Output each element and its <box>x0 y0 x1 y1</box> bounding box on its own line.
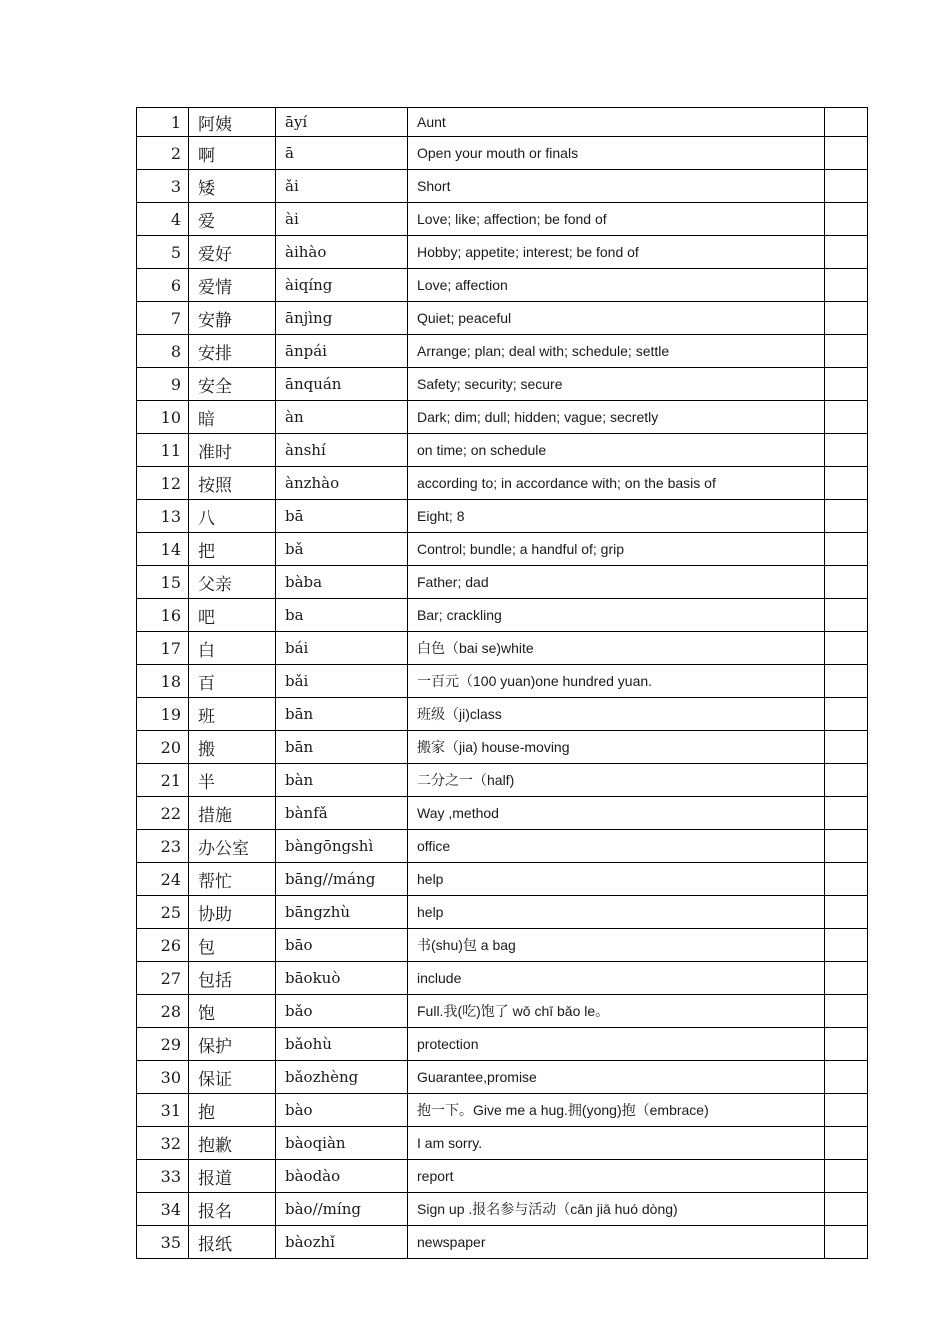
pinyin-cell: bǎi <box>276 665 408 698</box>
pinyin-cell: bān <box>276 731 408 764</box>
pinyin-cell: ànshí <box>276 434 408 467</box>
hanzi-cell: 吧 <box>189 599 276 632</box>
meaning-cell: on time; on schedule <box>408 434 825 467</box>
row-number-cell: 1 <box>137 108 189 137</box>
meaning-cell: Guarantee,promise <box>408 1061 825 1094</box>
hanzi-cell: 搬 <box>189 731 276 764</box>
meaning-cell: according to; in accordance with; on the basis of <box>408 467 825 500</box>
hanzi-cell: 报名 <box>189 1193 276 1226</box>
empty-cell <box>825 797 868 830</box>
hanzi-cell: 百 <box>189 665 276 698</box>
hanzi-cell: 半 <box>189 764 276 797</box>
pinyin-cell: àihào <box>276 236 408 269</box>
row-number-cell: 10 <box>137 401 189 434</box>
empty-cell <box>825 764 868 797</box>
meaning-cell: 白色（bai se)white <box>408 632 825 665</box>
empty-cell <box>825 467 868 500</box>
table-row <box>137 1061 868 1094</box>
pinyin-cell: bái <box>276 632 408 665</box>
hanzi-cell: 抱歉 <box>189 1127 276 1160</box>
row-number-cell: 33 <box>137 1160 189 1193</box>
table-row <box>137 566 868 599</box>
meaning-cell: Safety; security; secure <box>408 368 825 401</box>
table-row <box>137 1127 868 1160</box>
hanzi-cell: 班 <box>189 698 276 731</box>
meaning-cell: 一百元（100 yuan)one hundred yuan. <box>408 665 825 698</box>
row-number-cell: 24 <box>137 863 189 896</box>
row-number-cell: 17 <box>137 632 189 665</box>
row-number-cell: 16 <box>137 599 189 632</box>
pinyin-cell: ànzhào <box>276 467 408 500</box>
meaning-cell: Eight; 8 <box>408 500 825 533</box>
pinyin-cell: bāngzhù <box>276 896 408 929</box>
hanzi-cell: 爱好 <box>189 236 276 269</box>
hanzi-cell: 啊 <box>189 137 276 170</box>
empty-cell <box>825 401 868 434</box>
table-row <box>137 995 868 1028</box>
table-row <box>137 434 868 467</box>
empty-cell <box>825 302 868 335</box>
table-row <box>137 203 868 236</box>
meaning-cell: Love; affection <box>408 269 825 302</box>
empty-cell <box>825 500 868 533</box>
hanzi-cell: 阿姨 <box>189 108 276 137</box>
table-row <box>137 797 868 830</box>
row-number-cell: 34 <box>137 1193 189 1226</box>
table-row <box>137 1226 868 1259</box>
row-number-cell: 18 <box>137 665 189 698</box>
pinyin-cell: bā <box>276 500 408 533</box>
table-row <box>137 764 868 797</box>
table-row <box>137 632 868 665</box>
pinyin-cell: bāokuò <box>276 962 408 995</box>
empty-cell <box>825 995 868 1028</box>
row-number-cell: 27 <box>137 962 189 995</box>
row-number-cell: 8 <box>137 335 189 368</box>
hanzi-cell: 矮 <box>189 170 276 203</box>
row-number-cell: 13 <box>137 500 189 533</box>
pinyin-cell: bàoqiàn <box>276 1127 408 1160</box>
empty-cell <box>825 1160 868 1193</box>
meaning-cell: Sign up .报名参与活动（cān jiā huó dòng) <box>408 1193 825 1226</box>
empty-cell <box>825 434 868 467</box>
pinyin-cell: ā <box>276 137 408 170</box>
row-number-cell: 22 <box>137 797 189 830</box>
table-row <box>137 665 868 698</box>
row-number-cell: 21 <box>137 764 189 797</box>
pinyin-cell: bàn <box>276 764 408 797</box>
empty-cell <box>825 830 868 863</box>
empty-cell <box>825 1226 868 1259</box>
empty-cell <box>825 108 868 137</box>
empty-cell <box>825 269 868 302</box>
meaning-cell: Dark; dim; dull; hidden; vague; secretly <box>408 401 825 434</box>
row-number-cell: 7 <box>137 302 189 335</box>
row-number-cell: 9 <box>137 368 189 401</box>
table-row <box>137 731 868 764</box>
meaning-cell: Aunt <box>408 108 825 137</box>
empty-cell <box>825 896 868 929</box>
table-row <box>137 1028 868 1061</box>
empty-cell <box>825 698 868 731</box>
meaning-cell: Control; bundle; a handful of; grip <box>408 533 825 566</box>
table-row <box>137 896 868 929</box>
table-row <box>137 599 868 632</box>
meaning-cell: office <box>408 830 825 863</box>
empty-cell <box>825 1193 868 1226</box>
table-row <box>137 335 868 368</box>
pinyin-cell: bào <box>276 1094 408 1127</box>
row-number-cell: 31 <box>137 1094 189 1127</box>
hanzi-cell: 措施 <box>189 797 276 830</box>
meaning-cell: Way ,method <box>408 797 825 830</box>
hanzi-cell: 包 <box>189 929 276 962</box>
row-number-cell: 5 <box>137 236 189 269</box>
meaning-cell: include <box>408 962 825 995</box>
row-number-cell: 11 <box>137 434 189 467</box>
hanzi-cell: 办公室 <box>189 830 276 863</box>
meaning-cell: Quiet; peaceful <box>408 302 825 335</box>
meaning-cell: Open your mouth or finals <box>408 137 825 170</box>
empty-cell <box>825 863 868 896</box>
hanzi-cell: 安全 <box>189 368 276 401</box>
empty-cell <box>825 665 868 698</box>
table-row <box>137 1160 868 1193</box>
hanzi-cell: 报纸 <box>189 1226 276 1259</box>
pinyin-cell: ǎi <box>276 170 408 203</box>
meaning-cell: Arrange; plan; deal with; schedule; settle <box>408 335 825 368</box>
pinyin-cell: bàba <box>276 566 408 599</box>
table-row <box>137 269 868 302</box>
meaning-cell: 二分之一（half) <box>408 764 825 797</box>
table-row <box>137 698 868 731</box>
pinyin-cell: bǎohù <box>276 1028 408 1061</box>
row-number-cell: 25 <box>137 896 189 929</box>
hanzi-cell: 准时 <box>189 434 276 467</box>
meaning-cell: protection <box>408 1028 825 1061</box>
hanzi-cell: 八 <box>189 500 276 533</box>
meaning-cell: 搬家（jia) house-moving <box>408 731 825 764</box>
table-row <box>137 108 868 137</box>
row-number-cell: 2 <box>137 137 189 170</box>
row-number-cell: 3 <box>137 170 189 203</box>
pinyin-cell: bào//míng <box>276 1193 408 1226</box>
empty-cell <box>825 1061 868 1094</box>
table-row <box>137 401 868 434</box>
empty-cell <box>825 632 868 665</box>
pinyin-cell: bǎ <box>276 533 408 566</box>
pinyin-cell: ānjìng <box>276 302 408 335</box>
table-row <box>137 830 868 863</box>
hanzi-cell: 协助 <box>189 896 276 929</box>
hanzi-cell: 抱 <box>189 1094 276 1127</box>
table-row <box>137 1193 868 1226</box>
empty-cell <box>825 533 868 566</box>
row-number-cell: 30 <box>137 1061 189 1094</box>
pinyin-cell: bǎo <box>276 995 408 1028</box>
table-row <box>137 533 868 566</box>
vocabulary-table-body <box>137 108 868 1259</box>
row-number-cell: 19 <box>137 698 189 731</box>
meaning-cell: 书(shu)包 a bag <box>408 929 825 962</box>
pinyin-cell: bǎozhèng <box>276 1061 408 1094</box>
table-row <box>137 467 868 500</box>
row-number-cell: 15 <box>137 566 189 599</box>
meaning-cell: Hobby; appetite; interest; be fond of <box>408 236 825 269</box>
empty-cell <box>825 137 868 170</box>
hanzi-cell: 保护 <box>189 1028 276 1061</box>
meaning-cell: Full.我(吃)饱了 wǒ chī bǎo le。 <box>408 995 825 1028</box>
meaning-cell: Love; like; affection; be fond of <box>408 203 825 236</box>
hanzi-cell: 爱情 <box>189 269 276 302</box>
pinyin-cell: àn <box>276 401 408 434</box>
hanzi-cell: 饱 <box>189 995 276 1028</box>
table-row <box>137 302 868 335</box>
pinyin-cell: āyí <box>276 108 408 137</box>
pinyin-cell: bān <box>276 698 408 731</box>
meaning-cell: newspaper <box>408 1226 825 1259</box>
row-number-cell: 14 <box>137 533 189 566</box>
empty-cell <box>825 236 868 269</box>
table-row <box>137 1094 868 1127</box>
table-row <box>137 170 868 203</box>
row-number-cell: 32 <box>137 1127 189 1160</box>
table-row <box>137 962 868 995</box>
table-row <box>137 368 868 401</box>
vocabulary-table <box>136 107 868 1259</box>
table-row <box>137 863 868 896</box>
row-number-cell: 35 <box>137 1226 189 1259</box>
row-number-cell: 28 <box>137 995 189 1028</box>
empty-cell <box>825 1094 868 1127</box>
table-row <box>137 500 868 533</box>
empty-cell <box>825 203 868 236</box>
meaning-cell: 抱一下。Give me a hug.拥(yong)抱（embrace) <box>408 1094 825 1127</box>
meaning-cell: 班级（ji)class <box>408 698 825 731</box>
meaning-cell: I am sorry. <box>408 1127 825 1160</box>
empty-cell <box>825 962 868 995</box>
empty-cell <box>825 335 868 368</box>
pinyin-cell: ài <box>276 203 408 236</box>
empty-cell <box>825 566 868 599</box>
empty-cell <box>825 1028 868 1061</box>
pinyin-cell: ba <box>276 599 408 632</box>
hanzi-cell: 包括 <box>189 962 276 995</box>
empty-cell <box>825 170 868 203</box>
meaning-cell: Short <box>408 170 825 203</box>
empty-cell <box>825 599 868 632</box>
empty-cell <box>825 929 868 962</box>
row-number-cell: 20 <box>137 731 189 764</box>
table-row <box>137 137 868 170</box>
pinyin-cell: bàozhǐ <box>276 1226 408 1259</box>
hanzi-cell: 父亲 <box>189 566 276 599</box>
hanzi-cell: 安静 <box>189 302 276 335</box>
pinyin-cell: bāo <box>276 929 408 962</box>
pinyin-cell: bànfǎ <box>276 797 408 830</box>
row-number-cell: 12 <box>137 467 189 500</box>
pinyin-cell: ānpái <box>276 335 408 368</box>
row-number-cell: 23 <box>137 830 189 863</box>
empty-cell <box>825 731 868 764</box>
meaning-cell: help <box>408 863 825 896</box>
row-number-cell: 6 <box>137 269 189 302</box>
table-row <box>137 236 868 269</box>
hanzi-cell: 把 <box>189 533 276 566</box>
table-row <box>137 929 868 962</box>
row-number-cell: 26 <box>137 929 189 962</box>
hanzi-cell: 白 <box>189 632 276 665</box>
hanzi-cell: 暗 <box>189 401 276 434</box>
hanzi-cell: 保证 <box>189 1061 276 1094</box>
hanzi-cell: 爱 <box>189 203 276 236</box>
hanzi-cell: 安排 <box>189 335 276 368</box>
meaning-cell: Father; dad <box>408 566 825 599</box>
meaning-cell: help <box>408 896 825 929</box>
pinyin-cell: ānquán <box>276 368 408 401</box>
empty-cell <box>825 1127 868 1160</box>
meaning-cell: report <box>408 1160 825 1193</box>
pinyin-cell: àiqíng <box>276 269 408 302</box>
hanzi-cell: 报道 <box>189 1160 276 1193</box>
hanzi-cell: 按照 <box>189 467 276 500</box>
pinyin-cell: bàngōngshì <box>276 830 408 863</box>
row-number-cell: 29 <box>137 1028 189 1061</box>
meaning-cell: Bar; crackling <box>408 599 825 632</box>
row-number-cell: 4 <box>137 203 189 236</box>
hanzi-cell: 帮忙 <box>189 863 276 896</box>
pinyin-cell: bàodào <box>276 1160 408 1193</box>
pinyin-cell: bāng//máng <box>276 863 408 896</box>
empty-cell <box>825 368 868 401</box>
